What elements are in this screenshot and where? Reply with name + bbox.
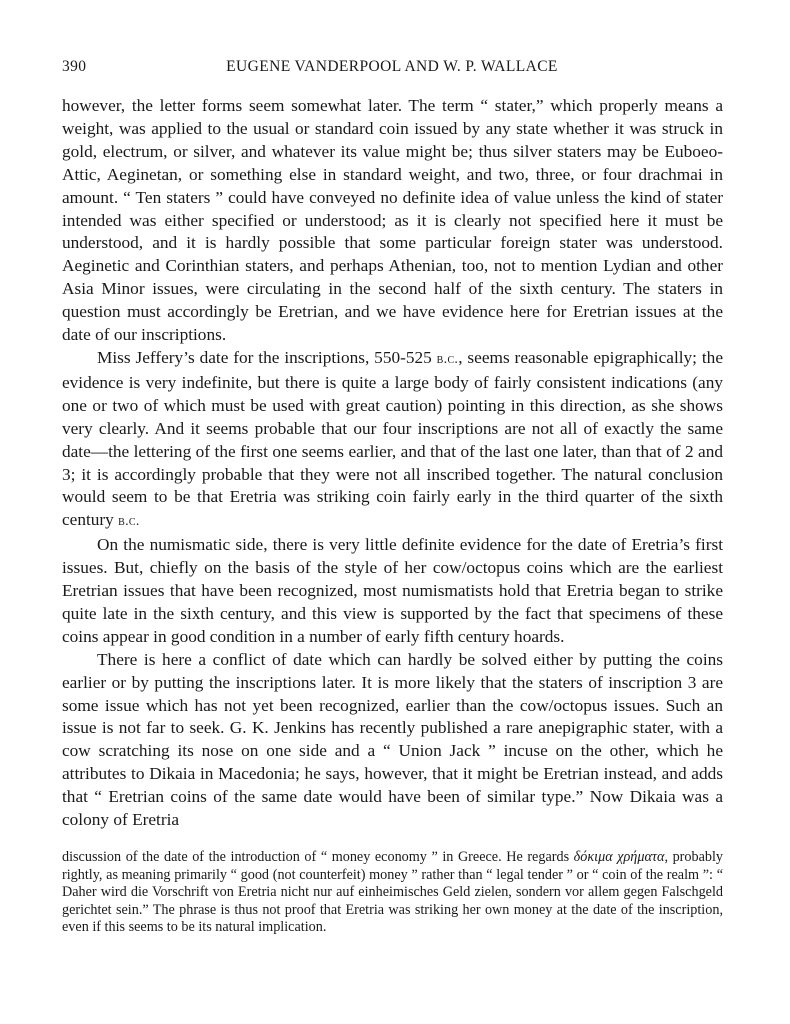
paragraph-3: On the numismatic side, there is very little definite evidence for the date of Eretria’s first issues. But, chiefly on the basis of the style of her cow/octopus coins which are the earliest Eretrian issues that have been recognized, most numismatists hold that Eretria began to strike quite late in the sixth century, and this view is supported by the fact that specimens of these coins appear in good condition in a number of early fifth century hoards.	[62, 535, 723, 646]
paragraph-1: however, the letter forms seem somewhat later. The term “ stater,” which properly means a weight, was applied to the usual or standard coin issued by any state whether it was struck in gold, electrum, or silver, and whatever its value might be; thus silver staters may be Euboeo-Attic, Aeginetan, or something else in standard weight, and two, three, or four drachmai in amount. “ Ten staters ” could have conveyed no definite idea of value unless the kind of stater intended was either specified or understood; as it is clearly not specified here it must be understood, and it is hardly possible that some particular foreign stater was understood. Aeginetic and Corinthian staters, and perhaps Athenian, too, not to mention Lydian and other Asia Minor issues, were circulating in the second half of the sixth century. The staters in question must accordingly be Eretrian, and we have evidence here for Eretrian issues at the date of our inscriptions.	[62, 96, 723, 345]
era-abbreviation: b.c.	[436, 351, 459, 367]
footnote-text	[62, 849, 723, 937]
footnote-text-a: discussion of the date of the introduction of “ money economy ” in Greece. He regards	[62, 849, 574, 865]
paragraph-2	[62, 347, 723, 534]
paragraph-2-text-a: Miss Jeffery’s date for the inscriptions, 550-525	[97, 347, 437, 367]
footnote-text-b: , probably rightly, as meaning primarily “ good (not counterfeit) money ” rather than “ legal tender ” or “ coin of the realm ”: “ Daher wird die Vorschrift von Eretria nicht nur auf einheimisches Geld zielen, sondern vor allem gegen Falschgeld gerichtet sein.” The phrase is thus not proof that Eretria was striking her own money at the date of the inscription, even if this seems to be its natural implication.	[62, 849, 724, 936]
page-header	[62, 58, 722, 82]
greek-phrase: δόκιμα χρήματα	[573, 849, 665, 865]
paragraph-4: There is here a conflict of date which can hardly be solved either by putting the coins earlier or by putting the inscriptions later. It is more likely that the staters of inscription 3 are some issue which has not yet been recognized, earlier than the cow/octopus issues. Such an issue is not far to seek. G. K. Jenkins has recently published a rare anepigraphic stater, with a cow scratching its nose on one side and a “ Union Jack ” incuse on the other, which he attributes to Dikaia in Macedonia; he says, however, that it might be Eretrian instead, and adds that “ Eretrian coins of the same date would have been of similar type.” Now Dikaia was a colony of Eretria	[62, 649, 723, 830]
footnote	[62, 849, 723, 937]
main-text	[62, 95, 723, 832]
page-number: 390	[62, 58, 87, 75]
era-abbreviation: b.c.	[118, 514, 140, 530]
running-head: EUGENE VANDERPOOL AND W. P. WALLACE	[226, 58, 558, 75]
paragraph-2-text-b: , seems reasonable epigraphically; the evidence is very indefinite, but there is quite a large body of fairly consistent indications (any one or two of which must be used with great caution) pointing in this direction, as she shows very clearly. And it seems probable that our four inscriptions are not all of exactly the same date—the lettering of the first one seems earlier, and that of the last one later, than that of 2 and 3; it is accordingly probable that they were not all inscribed together. The natural conclusion would seem to be that Eretria was striking coin fairly early in the third quarter of the sixth century	[62, 347, 723, 530]
